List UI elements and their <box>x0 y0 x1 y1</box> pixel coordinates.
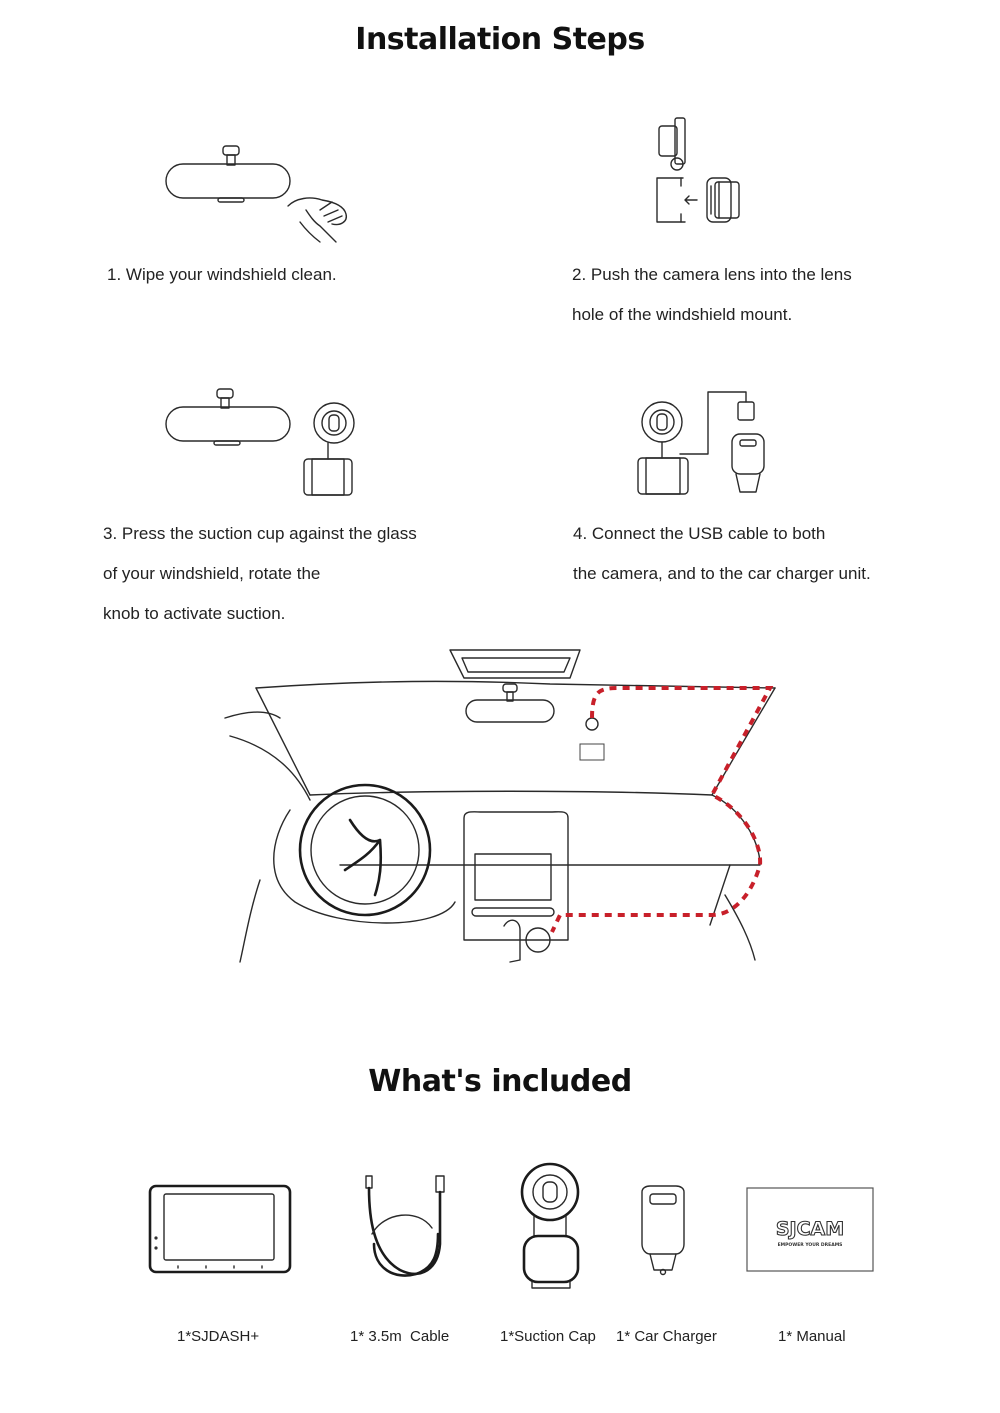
rearview-mirror-icon <box>466 684 554 722</box>
step2-illustration <box>645 116 755 231</box>
manual-tagline: EMPOWER YOUR DREAMS <box>777 1243 843 1248</box>
step-4-line: 4. Connect the USB cable to both <box>573 524 826 543</box>
item-caption-sjdash: 1*SJDASH+ <box>177 1328 260 1345</box>
step1-illustration <box>160 140 360 245</box>
step-3-line: of your windshield, rotate the <box>103 564 321 583</box>
windshield-mount-icon <box>657 118 685 222</box>
steering-wheel-icon <box>300 785 430 915</box>
manual-brand-logo: SJCAM <box>775 1218 845 1240</box>
arrow-left-icon <box>685 196 697 204</box>
wiping-hand-icon <box>288 198 346 242</box>
roof-outline <box>450 650 580 678</box>
step-3-text <box>103 514 417 634</box>
step3-illustration <box>160 385 370 500</box>
step-1-line: 1. Wipe your windshield clean. <box>107 265 337 284</box>
item-caption-car-charger: 1* Car Charger <box>616 1328 717 1345</box>
step-4-line: the camera, and to the car charger unit. <box>573 564 871 583</box>
step4-illustration <box>632 388 782 500</box>
dash-camera-icon <box>580 718 604 760</box>
car-charger-icon <box>732 434 764 492</box>
suction-camera-icon <box>304 403 354 495</box>
suction-mount-icon <box>512 1160 592 1290</box>
car-interior-illustration <box>220 640 780 970</box>
manual-icon <box>746 1187 874 1272</box>
item-caption-cable: 1* 3.5m Cable <box>350 1328 450 1345</box>
cable-route <box>552 688 770 932</box>
center-console-icon <box>464 812 568 962</box>
usb-plug-icon <box>738 402 754 420</box>
step-4-text <box>573 514 871 594</box>
dash-camera-icon <box>148 1184 293 1276</box>
step-2-text <box>572 255 852 335</box>
step-1-text <box>107 255 337 295</box>
included-title: What's included <box>368 1064 632 1099</box>
usb-cable-icon <box>680 392 746 454</box>
step-3-line: 3. Press the suction cup against the glass <box>103 524 417 543</box>
rearview-mirror-icon <box>166 389 290 445</box>
item-caption-manual: 1* Manual <box>778 1328 846 1345</box>
car-charger-icon <box>636 1184 690 1276</box>
step-3-line: knob to activate suction. <box>103 604 286 623</box>
item-caption-suction-cap: 1*Suction Cap <box>500 1328 596 1345</box>
usb-cable-icon <box>360 1174 455 1284</box>
rearview-mirror-icon <box>166 146 290 202</box>
step-2-line: hole of the windshield mount. <box>572 305 793 324</box>
camera-lens-icon <box>707 178 739 222</box>
step-2-line: 2. Push the camera lens into the lens <box>572 265 852 284</box>
suction-camera-icon <box>638 402 688 494</box>
installation-title: Installation Steps <box>355 22 645 57</box>
